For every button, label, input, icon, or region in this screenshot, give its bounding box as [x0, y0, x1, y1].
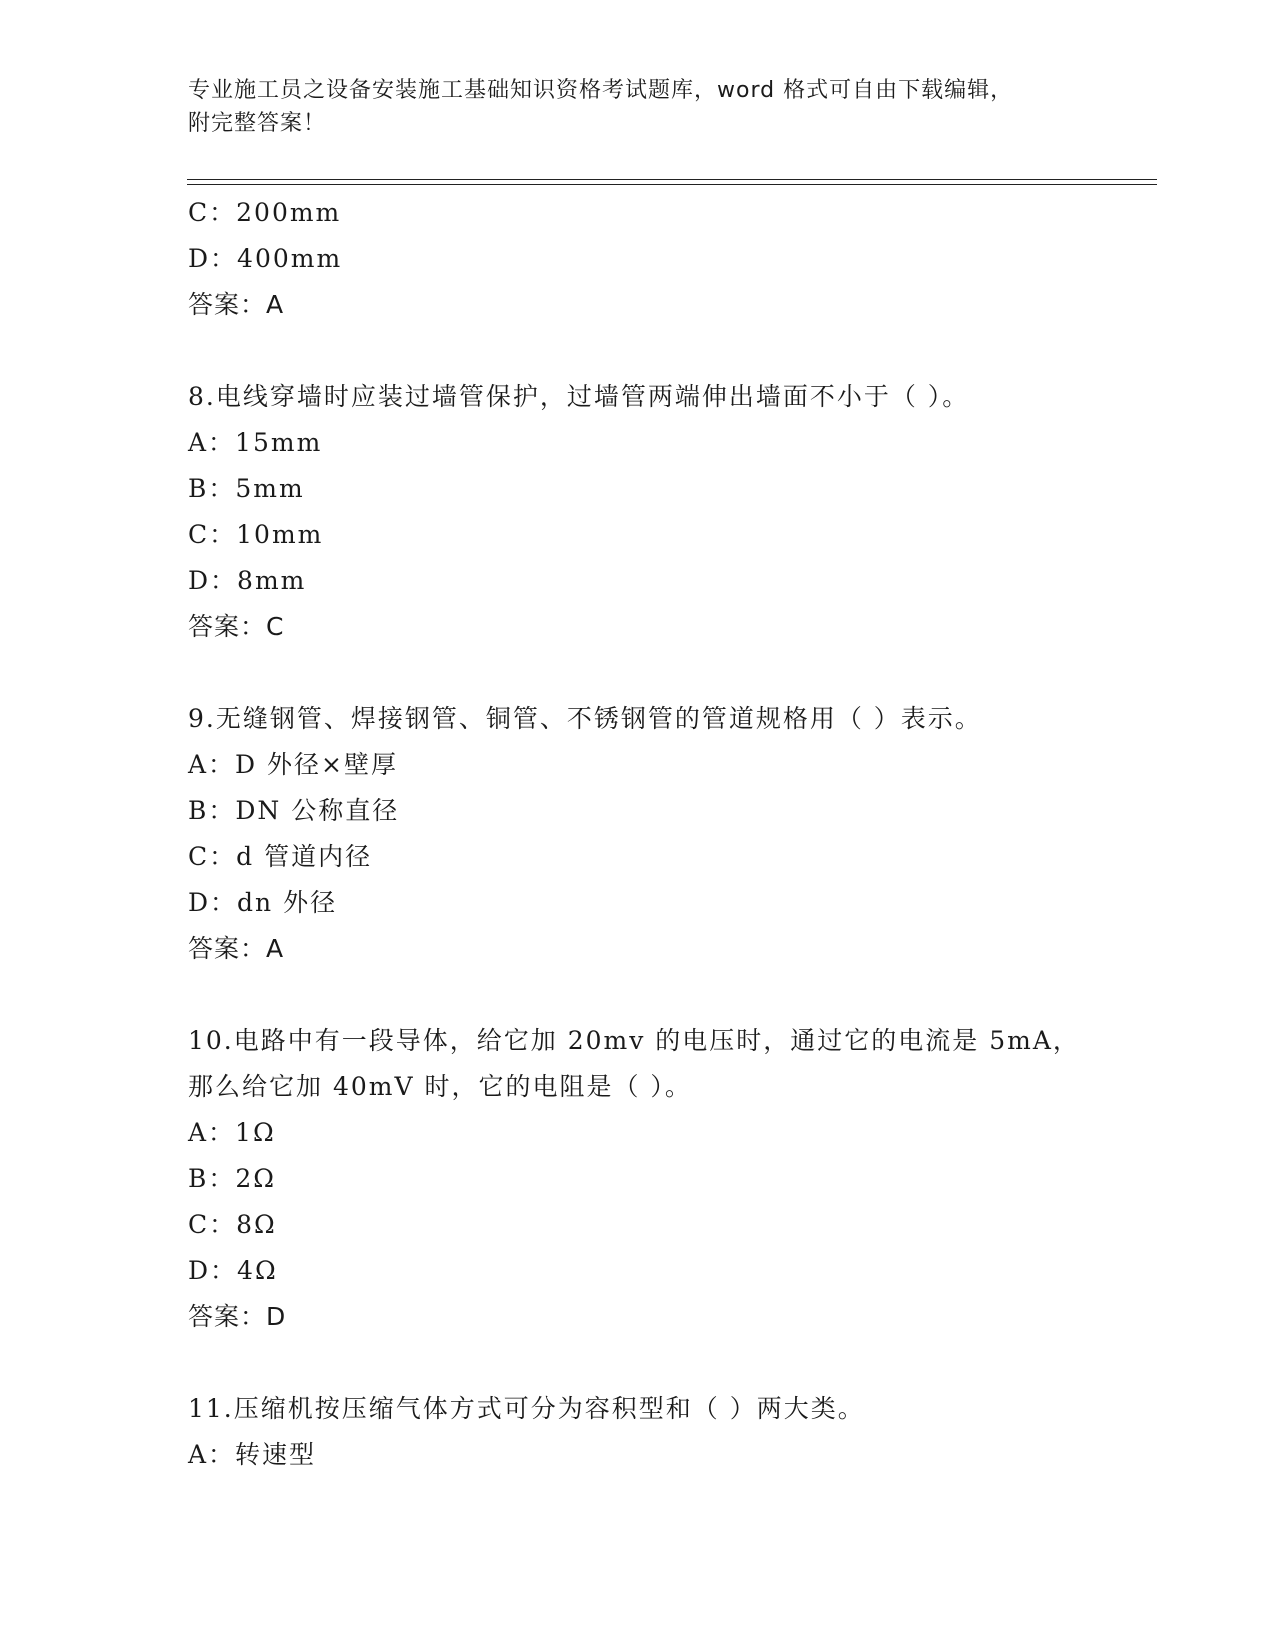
- option-d: D：dn 外径: [188, 888, 338, 917]
- option-a: A：15mm: [188, 428, 323, 457]
- answer-line: 答案：C: [188, 612, 285, 641]
- spacer: [188, 972, 1088, 1018]
- option-d: D：400mm: [188, 244, 343, 273]
- question-stem-line-1: 10.电路中有一段导体，给它加 20mv 的电压时，通过它的电流是 5mA，: [188, 1026, 1080, 1055]
- option-c: C：8Ω: [188, 1210, 277, 1239]
- option-b: B：DN 公称直径: [188, 796, 400, 825]
- option-d: D：8mm: [188, 566, 307, 595]
- option-b: B：5mm: [188, 474, 305, 503]
- header-double-rule: [187, 179, 1157, 185]
- option-c: C：200mm: [188, 198, 342, 227]
- option-c: C：10mm: [188, 520, 324, 549]
- question-stem: 9.无缝钢管、焊接钢管、铜管、不锈钢管的管道规格用（ ）表示。: [188, 704, 982, 733]
- question-8: [188, 374, 1088, 650]
- option-b: B：2Ω: [188, 1164, 277, 1193]
- option-a: A：D 外径×壁厚: [188, 750, 398, 779]
- question-stem-line-2: 那么给它加 40mV 时，它的电阻是（ ）。: [188, 1072, 692, 1101]
- option-c: C：d 管道内径: [188, 842, 373, 871]
- question-7-tail: [188, 190, 1088, 328]
- option-a: A：1Ω: [188, 1118, 276, 1147]
- question-10: [188, 1018, 1088, 1340]
- header-line-1: 专业施工员之设备安装施工基础知识资格考试题库，word 格式可自由下载编辑，: [188, 78, 1014, 103]
- document-header: [188, 74, 1088, 140]
- answer-line: 答案：D: [188, 1302, 287, 1331]
- answer-line: 答案：A: [188, 934, 285, 963]
- question-11: [188, 1386, 1088, 1478]
- option-a: A：转速型: [188, 1440, 317, 1469]
- question-stem: 8.电线穿墙时应装过墙管保护，过墙管两端伸出墙面不小于（ ）。: [188, 382, 970, 411]
- spacer: [188, 328, 1088, 374]
- spacer: [188, 650, 1088, 696]
- header-line-2: 附完整答案！: [188, 111, 327, 136]
- answer-line: 答案：A: [188, 290, 285, 319]
- question-list: [188, 190, 1088, 1478]
- question-9: [188, 696, 1088, 972]
- question-stem: 11.压缩机按压缩气体方式可分为容积型和（ ）两大类。: [188, 1394, 865, 1423]
- option-d: D：4Ω: [188, 1256, 278, 1285]
- spacer: [188, 1340, 1088, 1386]
